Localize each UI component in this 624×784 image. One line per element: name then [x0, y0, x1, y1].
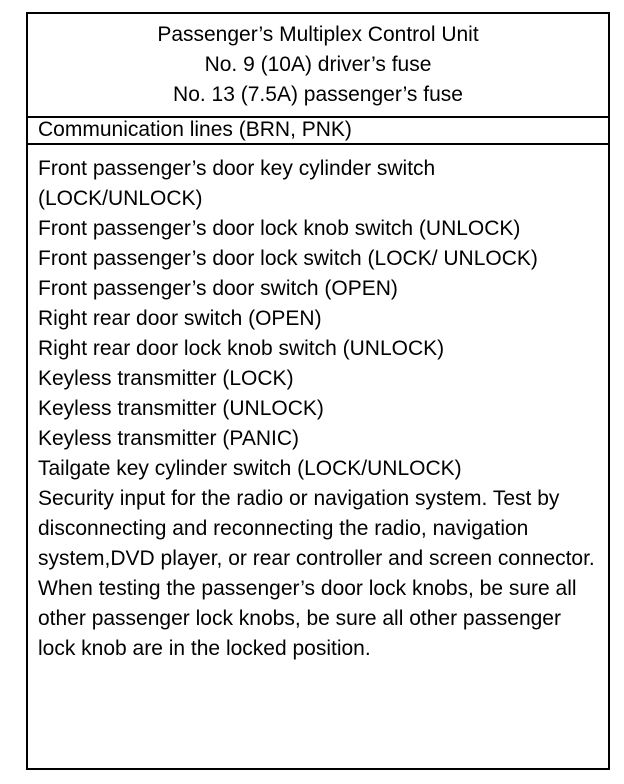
list-item: Keyless transmitter (UNLOCK) — [38, 397, 324, 420]
passenger-fuse-label: No. 13 (7.5A) passenger’s fuse — [173, 83, 463, 106]
list-item-security-note: Security input for the radio or navigation system. Test by disconnecting and reconnecting the radio, navigation system,DVD player, or rear controller and screen connector. When testing the passenger’s door lock knobs, be sure all other passenger lock knobs, be sure all other passenger lock knob are in the locked position. — [38, 487, 595, 660]
list-item: Right rear door switch (OPEN) — [38, 307, 322, 330]
fuse-input-table — [26, 12, 610, 770]
list-item: Keyless transmitter (LOCK) — [38, 367, 294, 390]
table-header — [28, 14, 608, 116]
list-item: Front passenger’s door lock switch (LOCK/ UNLOCK) — [38, 247, 538, 270]
list-item: Front passenger’s door switch (OPEN) — [38, 277, 398, 300]
input-list — [28, 145, 608, 768]
communication-lines-row — [28, 116, 608, 145]
list-item: Keyless transmitter (PANIC) — [38, 427, 299, 450]
list-item: Front passenger’s door key cylinder switch (LOCK/UNLOCK) — [38, 157, 436, 210]
list-item: Front passenger’s door lock knob switch (UNLOCK) — [38, 217, 521, 240]
communication-lines-label: Communication lines (BRN, PNK) — [38, 118, 352, 141]
control-unit-title: Passenger’s Multiplex Control Unit — [157, 23, 479, 46]
list-item: Right rear door lock knob switch (UNLOCK) — [38, 337, 445, 360]
list-item: Tailgate key cylinder switch (LOCK/UNLOCK) — [38, 457, 462, 480]
driver-fuse-label: No. 9 (10A) driver’s fuse — [204, 53, 432, 76]
